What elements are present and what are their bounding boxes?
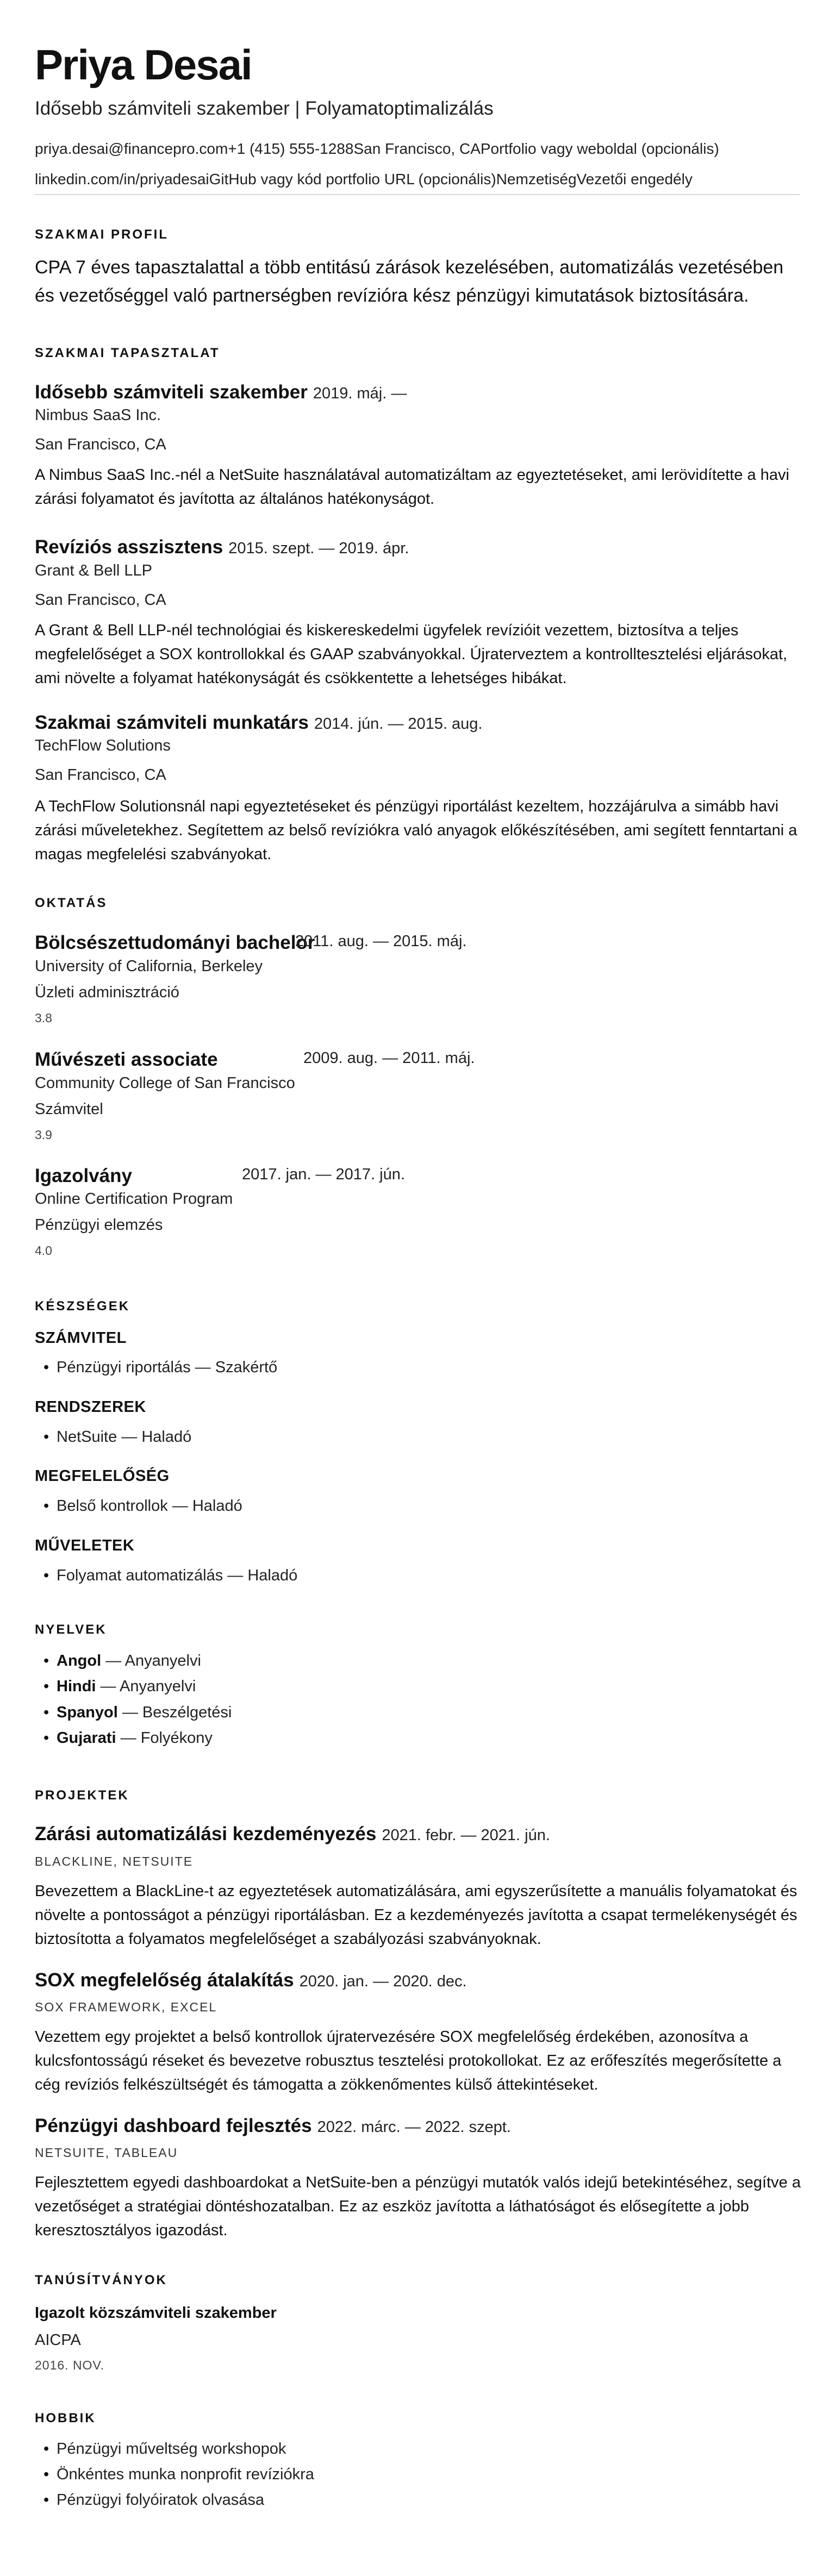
project-name: SOX megfelelőség átalakítás (35, 1969, 294, 1991)
experience-description: A Grant & Bell LLP-nél technológiai és kiskereskedelmi ügyfelek revízióit vezettem, biztosítva a teljes megfelelőséget a SOX kontrollokkal és GAAP szabványokkal. Újraterveztem a kontrolltesztelési eljárásokat, ami növelte a folyamat hatékonyságát és csökkentette a lehetséges hibákat. (35, 622, 788, 687)
header-divider (35, 194, 800, 195)
section-title-projects: PROJEKTEK (35, 1788, 129, 1803)
education-dates: 2011. aug. — 2015. máj. (295, 933, 467, 950)
experience-role (35, 712, 482, 734)
language-name: Angol (57, 1652, 102, 1670)
contact-line-2 (35, 171, 693, 188)
education-school: Community College of San Francisco (35, 1074, 295, 1092)
skill-category: SZÁMVITEL (35, 1329, 127, 1347)
skill-item: • NetSuite — Haladó (35, 1428, 191, 1446)
education-gpa: 3.9 (35, 1128, 52, 1142)
education-dates: 2017. jan. — 2017. jún. (242, 1166, 405, 1183)
contact-portfolio[interactable]: Portfolio vagy weboldal (opcionális) (480, 140, 719, 157)
contact-linkedin[interactable]: linkedin.com/in/priyadesai (35, 171, 209, 187)
project-name: Pénzügyi dashboard fejlesztés (35, 2115, 312, 2136)
experience-description: A Nimbus SaaS Inc.-nél a NetSuite használatával automatizáltam az egyeztetéseket, ami lerövidítette a havi zárási folyamatot és javította az általános hatékonyságot. (35, 466, 789, 508)
skill-category: RENDSZEREK (35, 1398, 146, 1416)
contact-email[interactable]: priya.desai@financepro.com (35, 140, 228, 157)
project-title (35, 1969, 467, 1991)
section-title-skills: KÉSZSÉGEK (35, 1299, 130, 1314)
skill-item: • Folyamat automatizálás — Haladó (35, 1567, 297, 1585)
education-gpa: 3.8 (35, 1011, 52, 1025)
education-field: Pénzügyi elemzés (35, 1216, 163, 1234)
contact-license: Vezetői engedély (576, 171, 693, 187)
experience-company: Nimbus SaaS Inc. (35, 407, 161, 424)
project-name: Zárási automatizálási kezdeményezés (35, 1823, 377, 1845)
language-name: Gujarati (57, 1729, 116, 1747)
skill-category: MŰVELETEK (35, 1537, 135, 1554)
experience-company: TechFlow Solutions (35, 737, 171, 754)
language-item (35, 1652, 201, 1670)
certification-name: Igazolt közszámviteli szakember (35, 2304, 277, 2322)
certification-date: 2016. NOV. (35, 2358, 105, 2372)
candidate-headline: Idősebb számviteli szakember | Folyamatoptimalizálás (35, 98, 494, 119)
hobby-item: • Önkéntes munka nonprofit revíziókra (35, 2466, 314, 2484)
section-title-certifications: TANÚSÍTVÁNYOK (35, 2273, 167, 2287)
section-title-languages: NYELVEK (35, 1622, 107, 1637)
project-description: Vezettem egy projektet a belső kontrollok újratervezésére SOX megfelelőség érdekében, azonosítva a kulcsfontosságú réseket és bevezetve robusztus tesztelési protokollokat. Ez az erőfeszítés megerősítette a cég revíziós felkészültségét és támogatta a zökkenőmentes külső áttekintéseket. (35, 2028, 782, 2093)
language-item (35, 1704, 232, 1722)
hobby-item: • Pénzügyi folyóiratok olvasása (35, 2491, 264, 2509)
experience-location: San Francisco, CA (35, 436, 166, 453)
education-field: Üzleti adminisztráció (35, 984, 179, 1001)
language-name: Hindi (57, 1678, 96, 1695)
contact-line-1 (35, 140, 719, 158)
project-description: Bevezettem a BlackLine-t az egyeztetések automatizálására, ami egyszerűsítette a manuális folyamatokat és növelte a pontosságot a pénzügyi riportálásban. Ez a kezdeményezés javította a csapat termelékenységét és biztosította a folyamatos megfelelőséget a szabályozási szabványoknak. (35, 1883, 797, 1948)
education-school: University of California, Berkeley (35, 958, 263, 975)
project-dates: 2022. márc. — 2022. szept. (317, 2118, 511, 2136)
contact-location: San Francisco, CA (353, 140, 481, 157)
language-level: — Anyanyelvi (101, 1652, 201, 1670)
education-field: Számvitel (35, 1101, 103, 1118)
project-dates: 2020. jan. — 2020. dec. (299, 1973, 467, 1990)
education-school: Online Certification Program (35, 1190, 233, 1208)
language-item (35, 1729, 213, 1747)
project-description: Fejlesztettem egyedi dashboardokat a NetSuite-ben a pénzügyi mutatók valós idejű betekintéséhez, segítve a vezetőséget a stratégiai döntéshozatalban. Ez az eszköz javította a láthatóságot és elősegítette a jobb keresztosztályos igazodást. (35, 2174, 801, 2239)
education-degree: Igazolvány (35, 1165, 132, 1186)
profile-summary: CPA 7 éves tapasztalattal a több entitású zárások kezelésében, automatizálás vezetésében és vezetőséggel való partnerségben revízióra kész pénzügyi kimutatások biztosítására. (35, 257, 784, 306)
project-title (35, 2115, 511, 2137)
experience-role-title: Revíziós asszisztens (35, 536, 223, 558)
project-title (35, 1823, 550, 1845)
section-title-hobbies: HOBBIK (35, 2411, 96, 2425)
experience-dates: 2015. szept. — 2019. ápr. (228, 540, 409, 557)
certification-issuer: AICPA (35, 2331, 81, 2349)
language-item (35, 1678, 196, 1696)
education-dates: 2009. aug. — 2011. máj. (303, 1049, 475, 1067)
experience-role-title: Idősebb számviteli szakember (35, 382, 308, 403)
contact-phone[interactable]: +1 (415) 555-1288 (228, 140, 354, 157)
language-level: — Folyékony (116, 1729, 213, 1747)
section-title-experience: SZAKMAI TAPASZTALAT (35, 346, 220, 360)
education-degree: Művészeti associate (35, 1049, 218, 1070)
project-dates: 2021. febr. — 2021. jún. (382, 1827, 550, 1844)
education-gpa: 4.0 (35, 1243, 52, 1258)
experience-role-title: Szakmai számviteli munkatárs (35, 712, 309, 733)
experience-role (35, 536, 409, 558)
skill-item: • Belső kontrollok — Haladó (35, 1497, 242, 1515)
project-tech: SOX FRAMEWORK, EXCEL (35, 2000, 217, 2014)
experience-dates: 2014. jún. — 2015. aug. (314, 715, 483, 733)
language-level: — Beszélgetési (117, 1704, 232, 1721)
section-title-profile: SZAKMAI PROFIL (35, 227, 169, 242)
project-tech: BLACKLINE, NETSUITE (35, 1854, 194, 1868)
skill-item: • Pénzügyi riportálás — Szakértő (35, 1359, 277, 1377)
experience-location: San Francisco, CA (35, 766, 166, 784)
contact-nationality: Nemzetiség (496, 171, 577, 187)
candidate-name: Priya Desai (35, 41, 252, 89)
contact-github[interactable]: GitHub vagy kód portfolio URL (opcionális) (209, 171, 496, 187)
experience-dates: 2019. máj. — (313, 385, 407, 402)
education-degree: Bölcsészettudományi bachelor (35, 932, 315, 953)
experience-description: A TechFlow Solutionsnál napi egyeztetéseket és pénzügyi riportálást kezeltem, hozzájárulva a simább havi zárási műveletekhez. Segítettem az belső revíziókra való anyagok előkészítésében, ami segített fenntartani a magas megfelelési szabványokat. (35, 798, 797, 863)
skill-category: MEGFELELŐSÉG (35, 1467, 170, 1485)
hobby-item: • Pénzügyi műveltség workshopok (35, 2440, 286, 2458)
section-title-education: OKTATÁS (35, 896, 108, 910)
experience-role (35, 382, 407, 403)
language-name: Spanyol (57, 1704, 118, 1721)
language-level: — Anyanyelvi (96, 1678, 196, 1695)
project-tech: NETSUITE, TABLEAU (35, 2146, 178, 2160)
experience-company: Grant & Bell LLP (35, 562, 152, 579)
experience-location: San Francisco, CA (35, 591, 166, 609)
